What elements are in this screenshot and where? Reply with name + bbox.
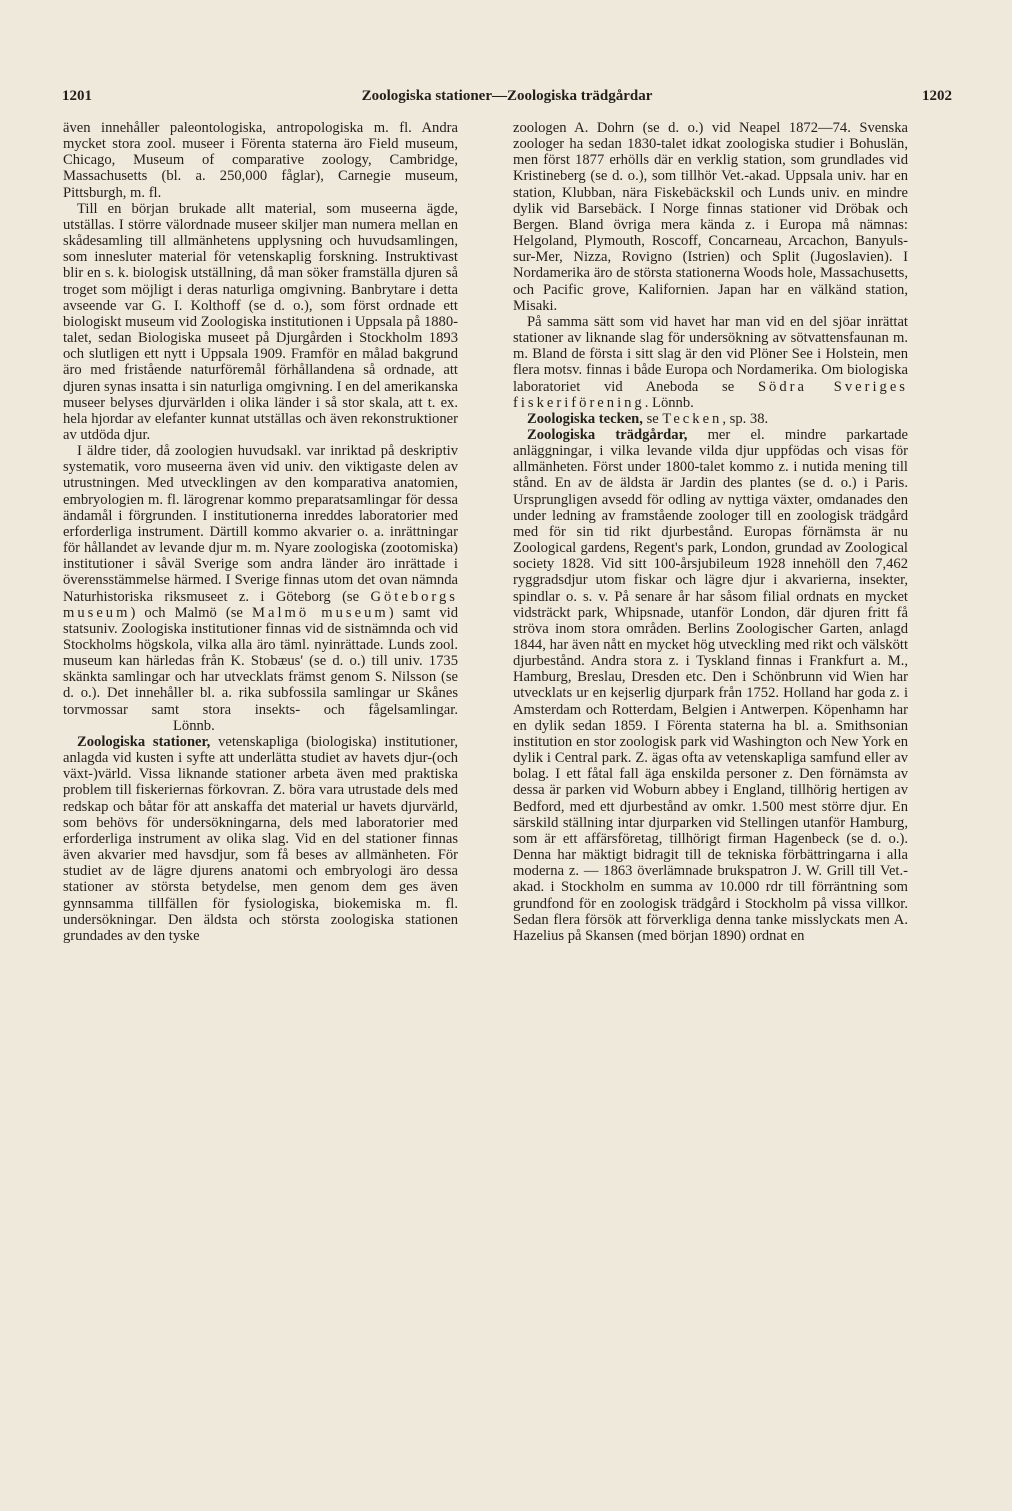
paragraph-text: . bbox=[644, 394, 649, 411]
author-signature: Lönnb. bbox=[173, 717, 215, 734]
entry-headword: Zoologiska stationer, bbox=[77, 733, 211, 750]
left-column bbox=[63, 120, 458, 944]
page-number-right: 1202 bbox=[922, 88, 952, 104]
cross-reference: Tecken bbox=[662, 410, 723, 427]
right-column bbox=[513, 120, 908, 944]
entry-text: se bbox=[642, 410, 663, 427]
paragraph-text: På samma sätt som vid havet har man vid en del sjöar inrättat stationer av liknande slag för undersökning av sötvattensfaunan m. m. Bland de första i sitt slag är den vid Plöner See i Holstein, men flera motsv. finnas i både Europa och Nordamerika. Om biologiska laboratoriet vid Aneboda se bbox=[513, 313, 908, 395]
paragraph-text: ) samt vid statsuniv. Zoologiska institutioner finnas vid de sistnämnda och vid Stockholms högskola, vilka alla äro täml. nyinrättade. Lunds zool. museum kan härledas från K. Stobæus' (se d. o.) till univ. 1735 skänkta samlingar och har utvecklats främst genom S. Nilsson (se d. o.). Det innehåller bl. a. rika subfossila samlingar ur Skånes torvmossar samt stora insekts- och fågelsamlingar. bbox=[63, 604, 458, 718]
paragraph bbox=[63, 443, 458, 734]
entry-headword: Zoologiska tecken, bbox=[527, 410, 643, 427]
paragraph bbox=[513, 314, 908, 411]
cross-reference: Malmö museum bbox=[252, 604, 389, 621]
entry bbox=[513, 427, 908, 944]
paragraph-text: I äldre tider, då zoologien huvudsakl. var inriktad på deskriptiv systematik, voro museerna även vid univ. den viktigaste delen av utrustningen. Med utvecklingen av den komparativa anatomien, embryologien m. fl. lärogrenar kommo preparatsamlingar för dessa ändamål i förgrunden. I institutionerna inreddes laboratorier med erforderliga instrument. Därtill kommo akvarier o. a. inrättningar för hållandet av levande djur m. m. Nyare zoologiska (zootomiska) institutioner i såväl Sverige som andra länder äro inrättade i överensstämmelse härmed. I Sverige finnas utom det ovan nämnda Naturhistoriska riksmuseet z. i Göteborg (se bbox=[63, 443, 458, 605]
entry-headword: Zoologiska trädgårdar, bbox=[527, 426, 688, 443]
paragraph-text: ) och Malmö (se bbox=[130, 604, 252, 621]
entry bbox=[513, 411, 908, 427]
cross-reference: Södra Sveriges fiskeriförening bbox=[513, 378, 908, 411]
entry-text: vetenskapliga (biologiska) institutioner, anlagda vid kusten i syfte att underlätta studiet av havets djur-(och växt-)värld. Vissa liknande stationer arbeta även med praktiska problem till fiskeriernas förkovran. Z. böra vara utrustade dels med redskap och båtar för att anskaffa det material ur havets djurvärld, som behövs för undersökningarna, dels med laboratorier med erforderliga instrument av olika slag. Vid en del stationer finnas även akvarier med havsdjur, som få beses av allmänheten. För studiet av de lägre djurens anatomi och embryologi äro dessa stationer av största betydelse, men genom dem ges även gynnsamma tillfällen för fysiologiska, biokemiska m. fl. undersökningar. Den äldsta och största zoologiska stationen grundades av den tyske bbox=[63, 733, 458, 944]
page-header bbox=[62, 88, 952, 112]
paragraph: Till en början brukade allt material, som museerna ägde, utställas. I större välordnade museer skiljer man numera mellan en skådesamling till allmänhetens upplysning och huvudsamlingen, som innesluter material för vetenskaplig forskning. Instruktivast blir en s. k. biologisk utställning, då man söker framställa djuren så troget som möjligt i deras naturliga omgivning. Banbrytare i detta avseende var G. I. Kolthoff (se d. o.), som först ordnade ett biologiskt museum vid Zoologiska institutionen i Uppsala på 1880-talet, sedan Biologiska museet på Djurgården i Stockholm 1893 och slutligen ett nytt i Uppsala 1909. Framför en målad bakgrund äro med fristående naturföremål förhållandena så ordnade, att djuren synas insatta i sin naturliga omgivning. I en del amerikanska museer belyses djurvärlden i olika länder i så stor skala, att t. ex. hela hjordar av elefanter kunnat utställas och även rekonstruktioner av utdöda djur. bbox=[63, 200, 458, 443]
entry-text: mer el. mindre parkartade anläggningar, i vilka levande vilda djur uppfödas och visas för allmänheten. Först under 1800-talet kommo z. i nutida mening till stånd. En av de äldsta är Jardin des plantes (se d. o.) i Paris. Ursprungligen avsedd för odling av nyttiga växter, omdanades den under ledning av framstående zoologer till en zoologisk trädgård med för sin tid rikt djurbestånd. Europas förnämsta är nu Zoological gardens, Regent's park, London, grundad av Zoological society 1828. Vid sitt 100-årsjubileum 1928 innehöll den 7,462 ryggradsdjur utom fiskar och lägre djur i akvarierna, insekter, spindlar o. s. v. På senare år har såsom filial ordnats en mycket vidsträckt park, Whipsnade, utanför London, där djuren fritt få ströva inom stora områden. Berlins Zoologischer Garten, anlagd 1844, har även nått en mycket hög utveckling med rikt och välskött djurbestånd. Andra stora z. i Tyskland finnas i Frankfurt a. M., Hamburg, Breslau, Dresden etc. Den i Schönbrunn vid Wien har utvecklats ur en kejserlig djurpark från 1752. Holland har goda z. i Amsterdam och Rotterdam, Belgien i Antwerpen. Köpenhamn har en dylik sedan 1859. I Förenta staterna ha bl. a. Smithsonian institution en stor zoologisk park vid Washington och New York en dylik i Central park. Z. ägas ofta av vetenskapliga samfund eller av bolag. I ett fåtal fall äga enskilda personer z. Den förnämsta av dessa är parken vid Woburn abbey i England, tillhörig hertigen av Bedford, med ett djurbestånd av omkr. 1.500 mest större djur. En särskild ställning intar djurparken vid Stellingen utanför Hamburg, som är ett affärsföretag, tillhörigt firman Hagenbeck (se d. o.). Denna har mäktigt bidragit till de tekniska förbättringarna i alla moderna z. — 1863 överlämnade brukspatron J. W. Grill till Vet.-akad. i Stockholm en summa av 10.000 rdr till förräntning som grundfond för en zoologisk trädgård i Stockholm på vissa villkor. Sedan flera försök att förverkliga denna tanke misslyckats men A. Hazelius på Skansen (med början 1890) ordnat en bbox=[513, 426, 908, 944]
page-number-left: 1201 bbox=[62, 88, 92, 104]
paragraph: även innehåller paleontologiska, antropologiska m. fl. Andra mycket stora zool. museer i Förenta staterna äro Field museum, Chicago, Museum of comparative zoology, Cambridge, Massachusetts (bl. a. 250,000 fåglar), Carnegie museum, Pittsburgh, m. fl. bbox=[63, 120, 458, 201]
entry-text: , sp. 38. bbox=[722, 410, 769, 427]
running-title: Zoologiska stationer—Zoologiska trädgårdar bbox=[361, 88, 653, 104]
entry bbox=[63, 734, 458, 944]
cross-reference: Göteborgs museum bbox=[63, 588, 458, 621]
paragraph: zoologen A. Dohrn (se d. o.) vid Neapel 1872—74. Svenska zoologer ha sedan 1830-talet idkat zoologiska studier i Bohuslän, men först 1877 erhölls där en verklig station, som grundlades vid Kristineberg (se d. o.), som tillhör Vet.-akad. Uppsala univ. har en station, Klubban, nära Fiskebäckskil och Lunds univ. en mindre dylik vid Barsebäck. I Norge finnas stationer vid Dröbak och Bergen. Bland övriga mera kända z. i Europa må nämnas: Helgoland, Plymouth, Roscoff, Concarneau, Arcachon, Banyuls-sur-Mer, Nizza, Rovigno (Istrien) och Split (Jugoslavien). I Nordamerika äro de största stationerna Woods hole, Massachusetts, och Pacific grove, Kalifornien. Japan har en välkänd station, Misaki. bbox=[513, 120, 908, 314]
author-signature: Lönnb. bbox=[652, 394, 694, 411]
